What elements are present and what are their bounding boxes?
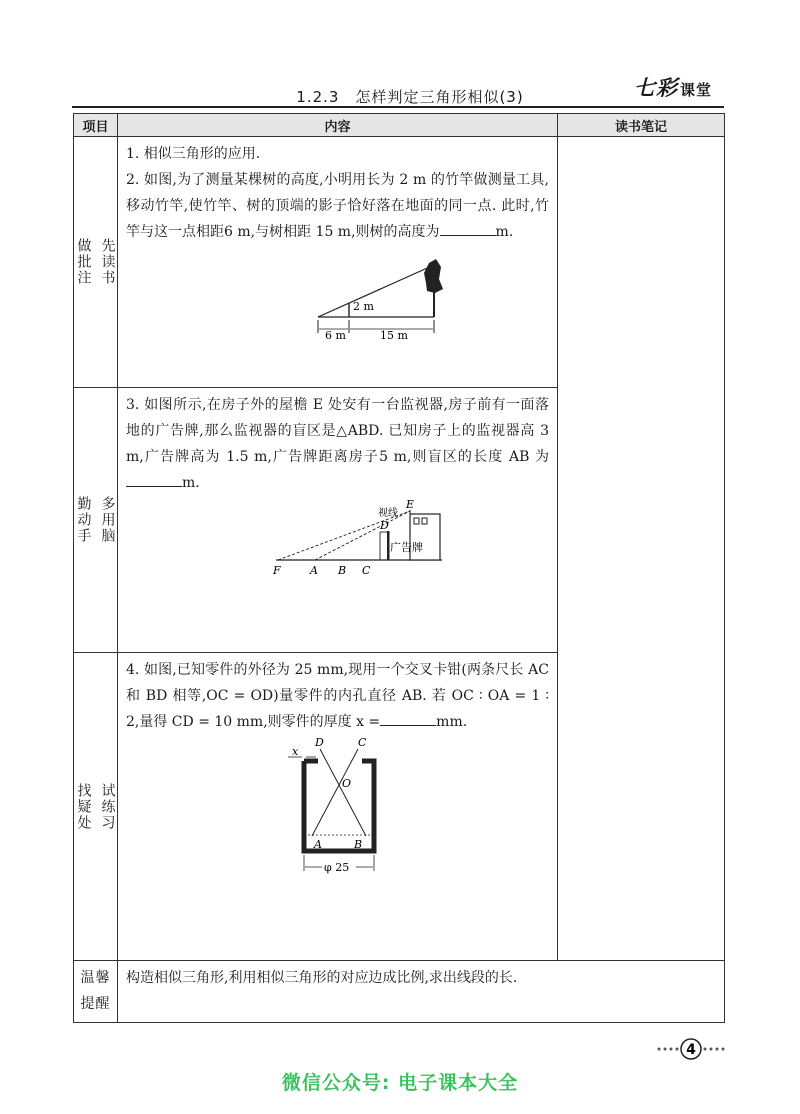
question-1: 1. 相似三角形的应用. xyxy=(126,146,261,162)
header-rule xyxy=(72,106,724,108)
study-table xyxy=(73,113,725,1023)
tip-content xyxy=(118,961,725,1023)
notes-area[interactable] xyxy=(558,137,725,961)
footer-watermark: 微信公众号: 电子课本大全 xyxy=(281,1072,519,1094)
logo-main: 七彩 xyxy=(634,75,678,100)
tip-text: 构造相似三角形,利用相似三角形的对应边成比例,求出线段的长. xyxy=(126,970,518,986)
question-3-unit: m. xyxy=(182,475,200,491)
point-E: E xyxy=(406,498,415,511)
label-practice-b: 找疑处 xyxy=(75,782,92,831)
label-diameter: φ 25 xyxy=(324,861,350,874)
label-tip-b: 提醒 xyxy=(80,996,111,1012)
label-billboard: 广告牌 xyxy=(390,541,423,554)
point-F: F xyxy=(273,564,281,577)
tree-shadow-figure xyxy=(118,245,558,341)
section-label-practice xyxy=(74,653,118,961)
point-D2: D xyxy=(315,736,324,749)
label-think-a: 多用脑 xyxy=(99,496,116,544)
col-header-project: 项目 xyxy=(74,114,118,137)
page-title: 1.2.3 怎样判定三角形相似(3) xyxy=(296,88,524,106)
label-6m: 6 m xyxy=(325,329,346,341)
point-C2: C xyxy=(358,736,367,749)
point-B2: B xyxy=(354,838,363,851)
section-content-read xyxy=(118,137,558,388)
question-2-text: 2. 如图,为了测量某棵树的高度,小明用长为 2 m 的竹竿做测量工具,移动竹竿,使竹竿、树的顶端的影子恰好落在地面的同一点. 此时,竹竿与这一点相距6 m,与树相距 15 m,则树的高度为 xyxy=(126,172,549,240)
section-label-think xyxy=(74,388,118,653)
label-15m: 15 m xyxy=(380,329,408,341)
label-pole: 2 m xyxy=(353,300,374,313)
section-content-practice xyxy=(118,653,558,961)
section-content-think xyxy=(118,388,558,653)
question-2-unit: m. xyxy=(495,224,514,240)
caliper-figure xyxy=(118,735,558,885)
label-x: x xyxy=(292,745,299,758)
point-B: B xyxy=(338,564,347,577)
point-A2: A xyxy=(314,838,322,851)
col-header-notes: 读书笔记 xyxy=(558,114,725,137)
question-4-text: 4. 如图,已知零件的外径为 25 mm,现用一个交叉卡钳(两条尺长 AC 和 BD 相等,OC = OD)量零件的内孔直径 AB. 若 OC ∶ OA = 1 ∶ 2,量得 CD = 10 mm,则零件的厚度 x = xyxy=(126,662,549,730)
point-D: D xyxy=(380,519,389,532)
label-practice-a: 试练习 xyxy=(99,782,116,831)
label-tip-a: 温馨 xyxy=(80,970,111,986)
section-label-read xyxy=(74,137,118,388)
answer-blank-2[interactable] xyxy=(440,221,496,236)
col-header-content: 内容 xyxy=(118,114,558,137)
point-C: C xyxy=(362,564,371,577)
section-label-tip xyxy=(74,961,118,1023)
logo-sub: 课堂 xyxy=(680,81,713,99)
answer-blank-3[interactable] xyxy=(126,472,182,487)
question-3-text: 3. 如图所示,在房子外的屋檐 E 处安有一台监视器,房子前有一面落地的广告牌,那么监视器的盲区是△ABD. 已知房子上的监视器高 3 m,广告牌高为 1.5 m,广告牌距离房子5 m,则盲区的长度 AB 为 xyxy=(126,397,549,465)
label-read-b: 做批注 xyxy=(75,238,92,286)
question-4 xyxy=(126,657,549,735)
question-4-unit: mm. xyxy=(436,714,468,730)
logo xyxy=(634,72,730,102)
answer-blank-4[interactable] xyxy=(380,711,436,726)
page-number xyxy=(655,1036,725,1062)
point-A: A xyxy=(310,564,318,577)
label-sight: 视线 xyxy=(378,508,398,519)
question-2 xyxy=(126,167,549,245)
tree-icon xyxy=(424,259,443,293)
page-number-text: 4 xyxy=(686,1042,696,1058)
point-O: O xyxy=(342,777,352,790)
monitor-blind-figure xyxy=(118,496,558,586)
label-think-b: 勤动手 xyxy=(75,496,92,544)
label-read-a: 先读书 xyxy=(99,238,116,286)
question-3 xyxy=(126,392,549,496)
